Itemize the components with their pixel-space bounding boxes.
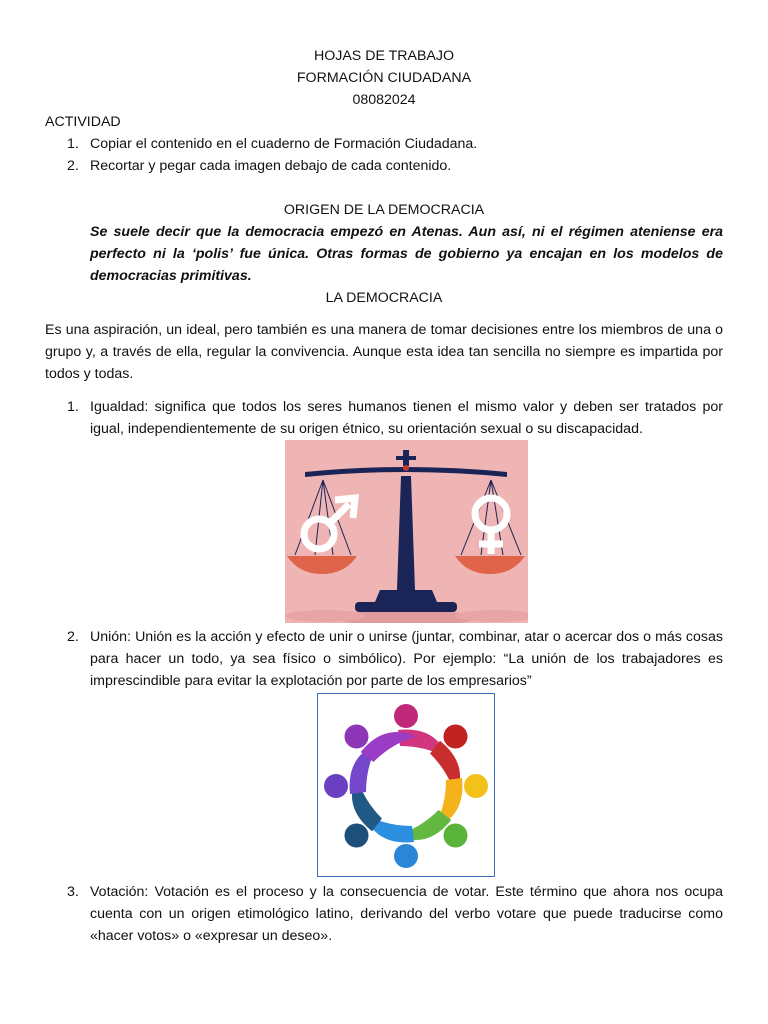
doc-date: 08082024 — [352, 92, 416, 108]
activity-item — [45, 133, 723, 155]
activity-item — [45, 155, 723, 177]
democracy-title: LA DEMOCRACIA — [325, 290, 443, 306]
origin-title: ORIGEN DE LA DEMOCRACIA — [283, 202, 485, 218]
list-number: 1. — [67, 399, 79, 415]
list-number: 1. — [67, 136, 79, 152]
unity-circle-people-icon — [318, 694, 494, 876]
democracy-item — [45, 626, 723, 692]
list-text: Recortar y pegar cada imagen debajo de cada contenido. — [90, 158, 452, 174]
unity-image — [317, 693, 495, 877]
list-text: Igualdad: significa que todos los seres humanos tienen el mismo valor y deben ser tratados por igual, independientemente de su origen étnico, su orientación sexual o su discapacidad. — [90, 399, 723, 437]
list-text: Votación: Votación es el proceso y la consecuencia de votar. Este término que ahora nos ocupa cuenta con un origen etimológico latino, derivando del verbo votare que puede traducirse como «hacer votos» o «expresar un deseo». — [90, 884, 723, 944]
democracy-item — [45, 881, 723, 947]
list-number: 3. — [67, 884, 79, 900]
list-text: Copiar el contenido en el cuaderno de Formación Ciudadana. — [90, 136, 478, 152]
democracy-item — [45, 396, 723, 440]
equality-scale-image — [285, 440, 528, 623]
doc-title-line1: HOJAS DE TRABAJO — [313, 48, 455, 64]
doc-title-line2: FORMACIÓN CIUDADANA — [296, 70, 472, 86]
democracy-intro: Es una aspiración, un ideal, pero también es una manera de tomar decisiones entre los miembros de una o grupo y, a través de ella, regular la convivencia. Aunque esta idea tan sencilla no siempre es impartida por todos y todas. — [45, 322, 723, 382]
list-number: 2. — [67, 158, 79, 174]
origin-quote: Se suele decir que la democracia empezó en Atenas. Aun así, ni el régimen ateniense era perfecto ni la ‘polis’ fue única. Otras formas de gobierno ya encajan en los modelos de democracias primitivas. — [90, 224, 723, 284]
list-text: Unión: Unión es la acción y efecto de unir o unirse (juntar, combinar, atar o acercar dos o más cosas para hacer un todo, ya sea físico o simbólico). Por ejemplo: “La unión de los trabajadores es imprescindible para evitar la explotación por parte de los empresarios” — [90, 629, 723, 689]
activity-title: ACTIVIDAD — [45, 114, 121, 130]
list-number: 2. — [67, 629, 79, 645]
balance-scale-gender-icon — [285, 440, 528, 623]
